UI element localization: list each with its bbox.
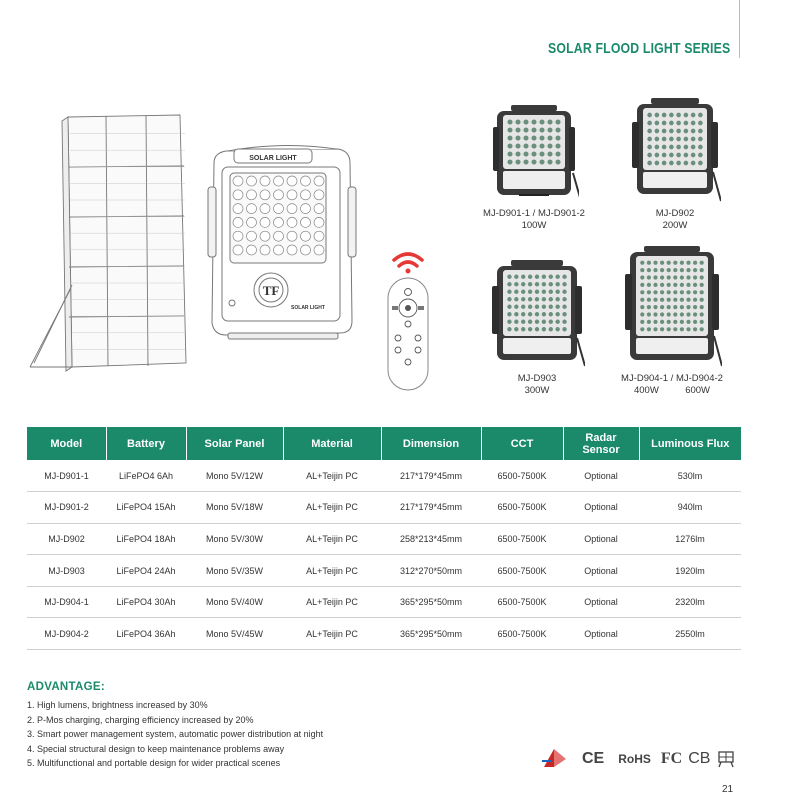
product-mj-d903 bbox=[482, 258, 592, 397]
column-header: Model bbox=[27, 427, 106, 460]
table-row bbox=[27, 555, 741, 587]
flood-lamp-drawing bbox=[208, 145, 356, 339]
table-cell: 6500-7500K bbox=[481, 492, 563, 524]
page-number: 21 bbox=[722, 784, 734, 795]
product-mj-d904 bbox=[610, 244, 734, 397]
table-cell: 258*213*45mm bbox=[381, 523, 481, 555]
table-cell: LiFePO4 24Ah bbox=[106, 555, 186, 587]
table-cell: 312*270*50mm bbox=[381, 555, 481, 587]
table-cell: Optional bbox=[563, 492, 639, 524]
table-cell: 1276lm bbox=[639, 523, 741, 555]
table-cell: 6500-7500K bbox=[481, 460, 563, 492]
advantage-list bbox=[27, 698, 323, 771]
certification-logos bbox=[540, 744, 736, 774]
table-cell: 365*295*50mm bbox=[381, 618, 481, 650]
column-header: Radar Sensor bbox=[563, 427, 639, 460]
advantage-item: 2. P-Mos charging, charging efficiency increased by 20% bbox=[27, 714, 254, 725]
table-cell: 940lm bbox=[639, 492, 741, 524]
table-cell: 217*179*45mm bbox=[381, 460, 481, 492]
table-cell: 2320lm bbox=[639, 586, 741, 618]
table-cell: 530lm bbox=[639, 460, 741, 492]
table-cell: AL+Teijin PC bbox=[283, 492, 381, 524]
column-header: Dimension bbox=[381, 427, 481, 460]
table-row bbox=[27, 618, 741, 650]
certification-mark-icon bbox=[540, 745, 570, 773]
table-cell: AL+Teijin PC bbox=[283, 523, 381, 555]
product-power: 100W bbox=[521, 220, 547, 231]
table-cell: MJ-D901-2 bbox=[27, 492, 106, 524]
table-cell: AL+Teijin PC bbox=[283, 460, 381, 492]
table-cell: AL+Teijin PC bbox=[283, 555, 381, 587]
hero-illustration bbox=[28, 105, 358, 380]
table-cell: Mono 5V/12W bbox=[186, 460, 283, 492]
table-row bbox=[27, 492, 741, 524]
floodlight-100w-image bbox=[489, 103, 579, 203]
table-header-row bbox=[27, 427, 741, 460]
column-header: Luminous Flux bbox=[639, 427, 741, 460]
floodlight-400w-600w-image bbox=[622, 244, 722, 368]
table-cell: Mono 5V/45W bbox=[186, 618, 283, 650]
table-cell: AL+Teijin PC bbox=[283, 618, 381, 650]
column-header: Battery bbox=[106, 427, 186, 460]
table-cell: Optional bbox=[563, 555, 639, 587]
table-cell: Optional bbox=[563, 618, 639, 650]
advantage-item: 3. Smart power management system, automatic power distribution at night bbox=[27, 729, 324, 740]
table-cell: MJ-D903 bbox=[27, 555, 106, 587]
column-header: Material bbox=[283, 427, 381, 460]
table-cell: Optional bbox=[563, 523, 639, 555]
product-power: 400W 600W bbox=[633, 385, 711, 396]
table-cell: 217*179*45mm bbox=[381, 492, 481, 524]
table-row bbox=[27, 460, 741, 492]
advantage-item: 1. High lumens, brightness increased by 30% bbox=[27, 700, 208, 710]
product-power: 300W bbox=[524, 385, 550, 396]
table-cell: AL+Teijin PC bbox=[283, 586, 381, 618]
table-cell: 365*295*50mm bbox=[381, 586, 481, 618]
energy-label-icon bbox=[716, 749, 736, 769]
advantage-item: 4. Special structural design to keep maintenance problems away bbox=[27, 743, 285, 754]
table-cell: 6500-7500K bbox=[481, 586, 563, 618]
table-cell: Optional bbox=[563, 460, 639, 492]
table-cell: Mono 5V/35W bbox=[186, 555, 283, 587]
product-model: MJ-D903 bbox=[517, 373, 557, 384]
table-cell: Mono 5V/30W bbox=[186, 523, 283, 555]
table-cell: MJ-D904-2 bbox=[27, 618, 106, 650]
advantage-title: ADVANTAGE: bbox=[27, 681, 105, 693]
table-cell: LiFePO4 15Ah bbox=[106, 492, 186, 524]
lamp-brand: SOLAR LIGHT bbox=[291, 305, 325, 311]
floodlight-300w-image bbox=[489, 258, 585, 368]
rohs-mark: RoHS bbox=[618, 752, 651, 766]
table-cell: LiFePO4 36Ah bbox=[106, 618, 186, 650]
table-cell: 6500-7500K bbox=[481, 618, 563, 650]
product-mj-d902 bbox=[620, 96, 730, 232]
product-model: MJ-D901-1 / MJ-D901-2 bbox=[483, 208, 585, 219]
lamp-label: SOLAR LIGHT bbox=[249, 155, 297, 162]
table-cell: 1920lm bbox=[639, 555, 741, 587]
table-row bbox=[27, 586, 741, 618]
product-model: MJ-D902 bbox=[655, 208, 695, 219]
ce-mark: CE bbox=[582, 750, 605, 767]
table-cell: Mono 5V/18W bbox=[186, 492, 283, 524]
fcc-mark: FC bbox=[660, 750, 683, 767]
cb-mark: CB bbox=[688, 750, 711, 767]
column-header: Solar Panel bbox=[186, 427, 283, 460]
table-cell: LiFePO4 18Ah bbox=[106, 523, 186, 555]
product-model: MJ-D904-1 / MJ-D904-2 bbox=[621, 373, 723, 384]
table-cell: LiFePO4 6Ah bbox=[106, 460, 186, 492]
solar-panel-drawing bbox=[30, 115, 186, 371]
floodlight-200w-image bbox=[629, 96, 721, 203]
table-cell: MJ-D902 bbox=[27, 523, 106, 555]
product-mj-d901 bbox=[474, 103, 594, 232]
series-title: SOLAR FLOOD LIGHT SERIES bbox=[547, 40, 730, 57]
table-cell: 6500-7500K bbox=[481, 523, 563, 555]
header-divider bbox=[739, 0, 740, 58]
column-header: CCT bbox=[481, 427, 563, 460]
table-cell: MJ-D901-1 bbox=[27, 460, 106, 492]
signal-waves-icon bbox=[394, 254, 422, 274]
lamp-logo: TF bbox=[262, 283, 280, 298]
product-power: 200W bbox=[662, 220, 688, 231]
table-cell: MJ-D904-1 bbox=[27, 586, 106, 618]
specification-table bbox=[27, 427, 741, 650]
advantage-item: 5. Multifunctional and portable design for wider practical scenes bbox=[27, 758, 281, 769]
table-cell: Optional bbox=[563, 586, 639, 618]
remote-control-illustration bbox=[378, 246, 438, 396]
table-cell: 6500-7500K bbox=[481, 555, 563, 587]
table-cell: Mono 5V/40W bbox=[186, 586, 283, 618]
table-cell: 2550lm bbox=[639, 618, 741, 650]
table-row bbox=[27, 523, 741, 555]
table-cell: LiFePO4 30Ah bbox=[106, 586, 186, 618]
